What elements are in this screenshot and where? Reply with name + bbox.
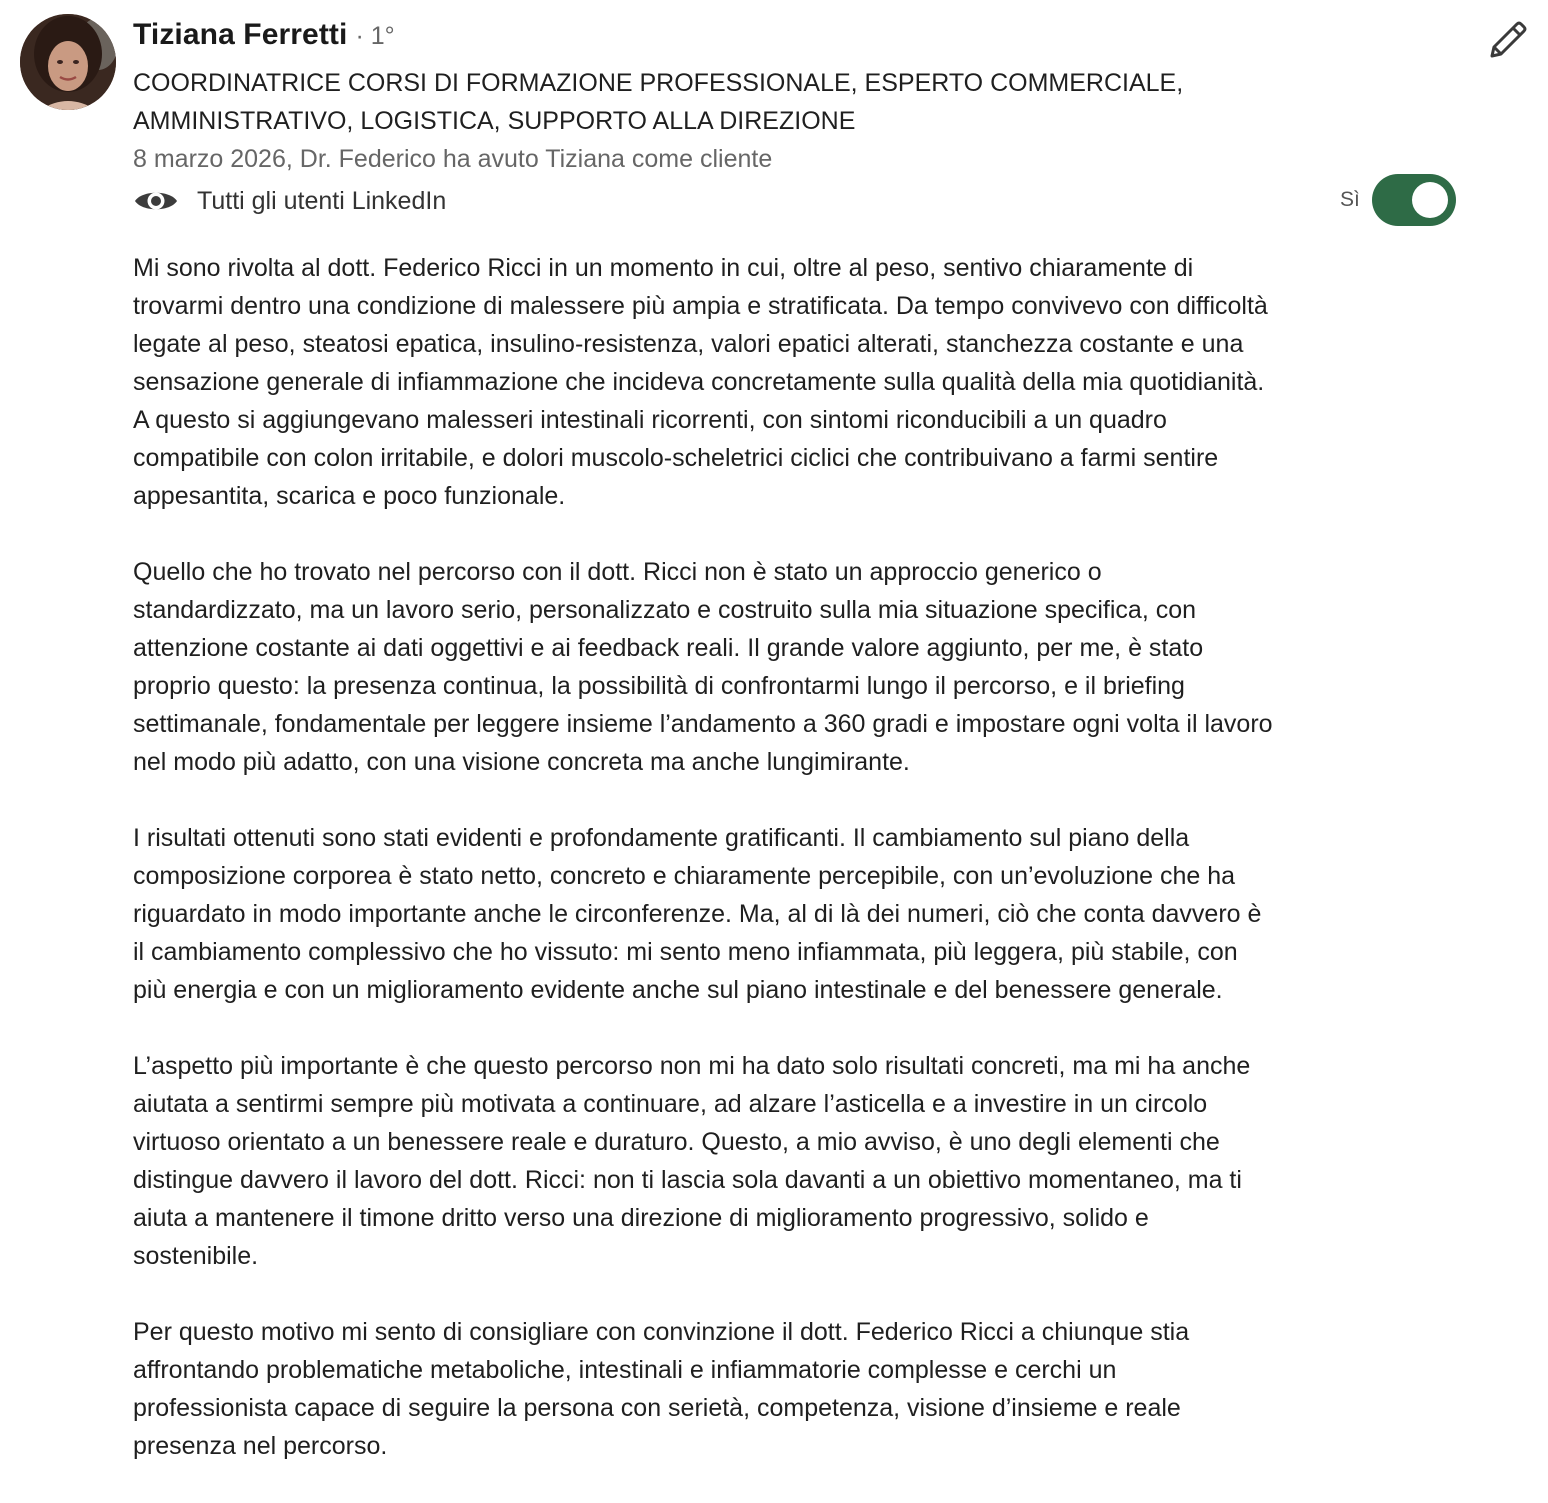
- text-line: nel modo più adatto, con una visione concreta ma anche lungimirante.: [133, 748, 910, 776]
- text-line: compatibile con colon irritabile, e dolori muscolo-scheletrici ciclici che contribuivano a farmi sentire: [133, 444, 1219, 472]
- text-line: affrontando problematiche metaboliche, intestinali e infiammatorie complesse e cerchi un: [133, 1356, 1117, 1384]
- show-recommendation-toggle[interactable]: [1372, 174, 1456, 226]
- text-line: settimanale, fondamentale per leggere insieme l’andamento a 360 gradi e impostare ogni volta il lavoro: [133, 710, 1273, 738]
- profile-header: [133, 18, 1433, 178]
- text-line: sostenibile.: [133, 1242, 259, 1270]
- recommendation-paragraph: [133, 1047, 1473, 1275]
- text-line: il cambiamento complessivo che ho vissuto: mi sento meno infiammata, più leggera, più stabile, con: [133, 938, 1238, 966]
- text-line: proprio questo: la presenza continua, la possibilità di confrontarmi lungo il percorso, e il briefing: [133, 672, 1185, 700]
- text-line: legate al peso, steatosi epatica, insulino-resistenza, valori epatici alterati, stanchezza costante e una: [133, 330, 1244, 358]
- text-line: Quello che ho trovato nel percorso con il dott. Ricci non è stato un approccio generico o: [133, 558, 1102, 586]
- recommendation-paragraph: [133, 249, 1473, 515]
- text-line: professionista capace di seguire la persona con serietà, competenza, visione d’insieme e reale: [133, 1394, 1181, 1422]
- toggle-knob: [1412, 182, 1448, 218]
- text-line: attenzione costante ai dati oggettivi e ai feedback reali. Il grande valore aggiunto, per me, è stato: [133, 634, 1204, 662]
- text-line: L’aspetto più importante è che questo percorso non mi ha dato solo risultati concreti, ma mi ha anche: [133, 1052, 1251, 1080]
- text-line: aiutata a sentirmi sempre più motivata a continuare, ad alzare l’asticella e a investire in un circolo: [133, 1090, 1208, 1118]
- edit-button[interactable]: [1484, 16, 1532, 64]
- name-row: [133, 18, 1433, 58]
- recommendation-paragraph: [133, 553, 1473, 781]
- connection-degree: · 1°: [355, 22, 395, 50]
- text-line: trovarmi dentro una condizione di malessere più ampia e stratificata. Da tempo convivevo con difficoltà: [133, 292, 1268, 320]
- eye-icon: [133, 186, 179, 216]
- text-line: sensazione generale di infiammazione che incideva concretamente sulla qualità della mia quotidianità.: [133, 368, 1265, 396]
- text-line: I risultati ottenuti sono stati evidenti e profondamente gratificanti. Il cambiamento sul piano della: [133, 824, 1190, 852]
- text-line: Per questo motivo mi sento di consigliare con convinzione il dott. Federico Ricci a chiunque stia: [133, 1318, 1190, 1346]
- text-line: più energia e con un miglioramento evidente anche sul piano intestinale e del benessere generale.: [133, 976, 1223, 1004]
- recommendation-paragraph: [133, 1313, 1473, 1465]
- text-line: riguardato in modo importante anche le circonferenze. Ma, al di là dei numeri, ciò che conta davvero è: [133, 900, 1262, 928]
- avatar[interactable]: [20, 14, 116, 110]
- headline-line: COORDINATRICE CORSI DI FORMAZIONE PROFESSIONALE, ESPERTO COMMERCIALE,: [133, 69, 1184, 97]
- avatar-portrait: [20, 14, 116, 110]
- text-line: virtuoso orientato a un benessere reale e duraturo. Questo, a mio avviso, è uno degli elementi che: [133, 1128, 1220, 1156]
- headline-line: AMMINISTRATIVO, LOGISTICA, SUPPORTO ALLA DIREZIONE: [133, 107, 856, 135]
- show-recommendation-toggle-group: [1340, 174, 1456, 226]
- visibility-setting: [133, 180, 446, 222]
- text-line: standardizzato, ma un lavoro serio, personalizzato e costruito sulla mia situazione specifica, con: [133, 596, 1197, 624]
- text-line: distingue davvero il lavoro del dott. Ricci: non ti lascia sola davanti a un obiettivo momentaneo, ma ti: [133, 1166, 1242, 1194]
- recommendation-meta: 8 marzo 2026, Dr. Federico ha avuto Tiziana come cliente: [133, 145, 773, 173]
- pencil-icon: [1484, 16, 1532, 64]
- profile-name[interactable]: Tiziana Ferretti: [133, 18, 348, 51]
- recommendation-paragraph: [133, 819, 1473, 1009]
- profile-headline: [133, 64, 1333, 140]
- text-line: aiuta a mantenere il timone dritto verso una direzione di miglioramento progressivo, solido e: [133, 1204, 1149, 1232]
- text-line: A questo si aggiungevano malesseri intestinali ricorrenti, con sintomi riconducibili a un quadro: [133, 406, 1167, 434]
- toggle-label: Sì: [1340, 188, 1360, 211]
- text-line: presenza nel percorso.: [133, 1432, 388, 1460]
- text-line: composizione corporea è stato netto, concreto e chiaramente percepibile, con un’evoluzione che ha: [133, 862, 1236, 890]
- text-line: Mi sono rivolta al dott. Federico Ricci in un momento in cui, oltre al peso, sentivo chiaramente di: [133, 254, 1194, 282]
- recommendation-text: [133, 249, 1473, 1503]
- text-line: appesantita, scarica e poco funzionale.: [133, 482, 566, 510]
- visibility-label: Tutti gli utenti LinkedIn: [197, 186, 447, 215]
